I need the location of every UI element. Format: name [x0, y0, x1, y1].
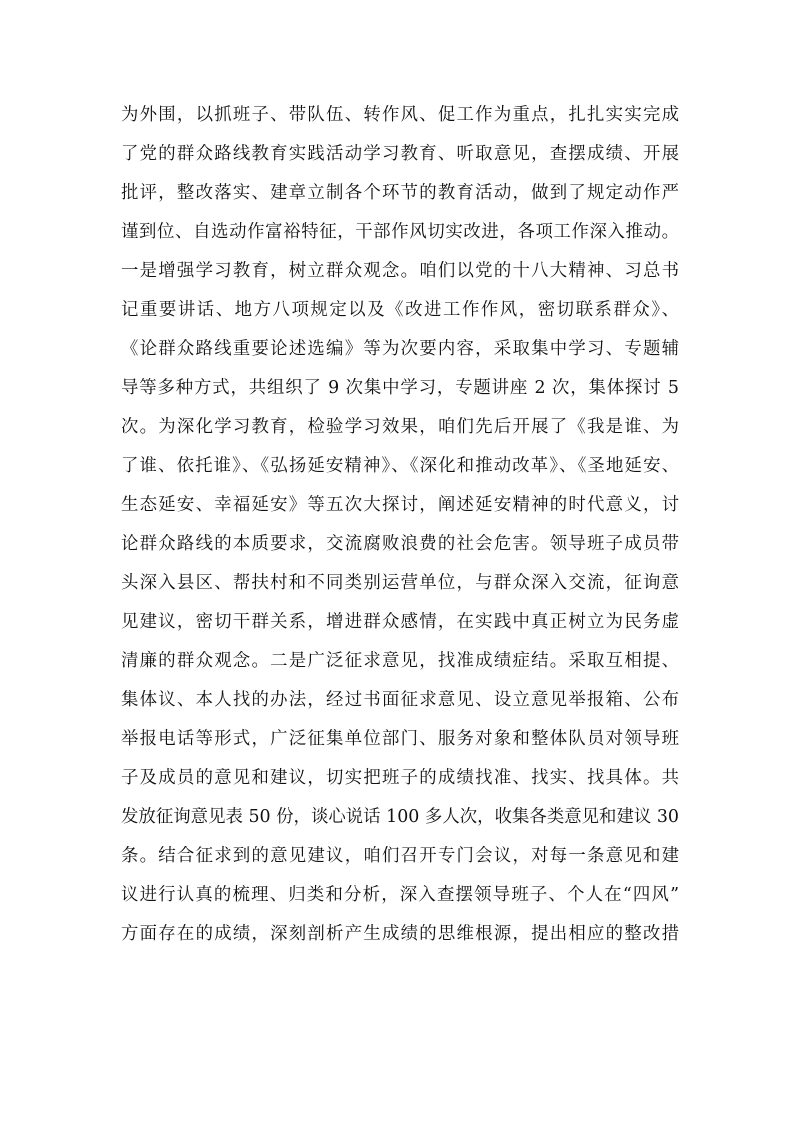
text-line: 头深入县区、帮扶村和不同类别运营单位，与群众深入交流，征询意: [121, 573, 679, 593]
text-line: 清廉的群众观念。二是广泛征求意见，找准成绩症结。采取互相提、: [121, 651, 679, 671]
text-line: 为外围，以抓班子、带队伍、转作风、促工作为重点，扎扎实实完成: [121, 105, 679, 125]
text-line: 《论群众路线重要论述选编》等为次要内容，采取集中学习、专题辅: [121, 339, 679, 359]
text-line: 谨到位、自选动作富裕特征，干部作风切实改进，各项工作深入推动。: [121, 222, 679, 242]
text-line: 了谁、依托谁》、《弘扬延安精神》、《深化和推动改革》、《圣地延安、: [121, 456, 679, 476]
text-line: 发放征询意见表 50 份，谈心说话 100 多人次，收集各类意见和建议 30: [121, 807, 679, 827]
body-paragraph: [121, 96, 679, 954]
text-line: 论群众路线的本质要求，交流腐败浪费的社会危害。领导班子成员带: [121, 534, 679, 554]
text-line: 一是增强学习教育，树立群众观念。咱们以党的十八大精神、习总书: [121, 261, 679, 281]
text-line: 议进行认真的梳理、归类和分析，深入查摆领导班子、个人在“四风”: [121, 885, 679, 905]
text-line: 批评，整改落实、建章立制各个环节的教育活动，做到了规定动作严: [121, 183, 679, 203]
text-line: 见建议，密切干群关系，增进群众感情，在实践中真正树立为民务虚: [121, 612, 679, 632]
text-line: 生态延安、幸福延安》等五次大探讨，阐述延安精神的时代意义，讨: [121, 495, 679, 515]
text-line: 集体议、本人找的办法，经过书面征求意见、设立意见举报箱、公布: [121, 690, 679, 710]
text-line: 方面存在的成绩，深刻剖析产生成绩的思维根源，提出相应的整改措: [121, 924, 679, 944]
text-line: 导等多种方式，共组织了 9 次集中学习，专题讲座 2 次，集体探讨 5: [121, 378, 679, 398]
text-line: 举报电话等形式，广泛征集单位部门、服务对象和整体队员对领导班: [121, 729, 679, 749]
text-line: 子及成员的意见和建议，切实把班子的成绩找准、找实、找具体。共: [121, 768, 679, 788]
text-line: 记重要讲话、地方八项规定以及《改进工作作风，密切联系群众》、: [121, 300, 679, 320]
text-line: 条。结合征求到的意见建议，咱们召开专门会议，对每一条意见和建: [121, 846, 679, 866]
text-line: 次。为深化学习教育，检验学习效果，咱们先后开展了《我是谁、为: [121, 417, 679, 437]
text-line: 了党的群众路线教育实践活动学习教育、听取意见，查摆成绩、开展: [121, 144, 679, 164]
